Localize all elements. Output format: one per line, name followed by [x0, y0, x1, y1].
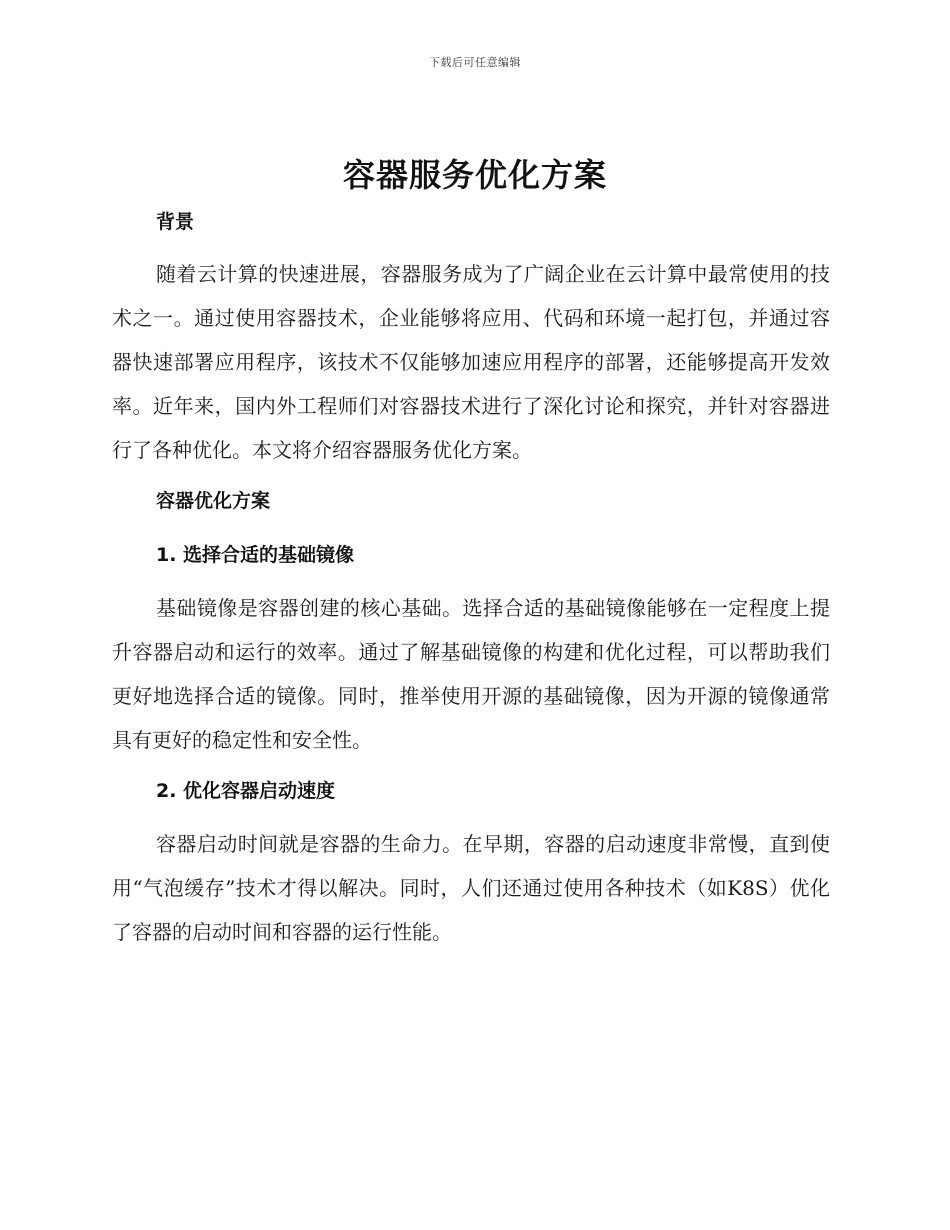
section-heading-item-1: 1. 选择合适的基础镜像	[156, 544, 355, 566]
section-heading-item-2: 2. 优化容器启动速度	[156, 780, 336, 802]
paragraph-item-2: 容器启动时间就是容器的生命力。在早期，容器的启动速度非常慢，直到使用“气泡缓存”技术才得以解决。同时，人们还通过使用各种技术（如K8S）优化了容器的启动时间和容器的运行性能。	[112, 832, 830, 944]
paragraph-item-1: 基础镜像是容器创建的核心基础。选择合适的基础镜像能够在一定程度上提升容器启动和运行的效率。通过了解基础镜像的构建和优化过程，可以帮助我们更好地选择合适的镜像。同时，推举使用开源的基础镜像，因为开源的镜像通常具有更好的稳定性和安全性。	[112, 596, 830, 752]
section-heading-background: 背景	[156, 211, 195, 233]
section-heading-plan: 容器优化方案	[156, 490, 271, 512]
document-title: 容器服务优化方案	[342, 156, 607, 194]
header-note: 下载后可任意编辑	[429, 56, 521, 69]
paragraph-background: 随着云计算的快速进展，容器服务成为了广阔企业在云计算中最常使用的技术之一。通过使用容器技术，企业能够将应用、代码和环境一起打包，并通过容器快速部署应用程序，该技术不仅能够加速应用程序的部署，还能够提高开发效率。近年来，国内外工程师们对容器技术进行了深化讨论和探究，并针对容器进行了各种优化。本文将介绍容器服务优化方案。	[112, 262, 830, 462]
